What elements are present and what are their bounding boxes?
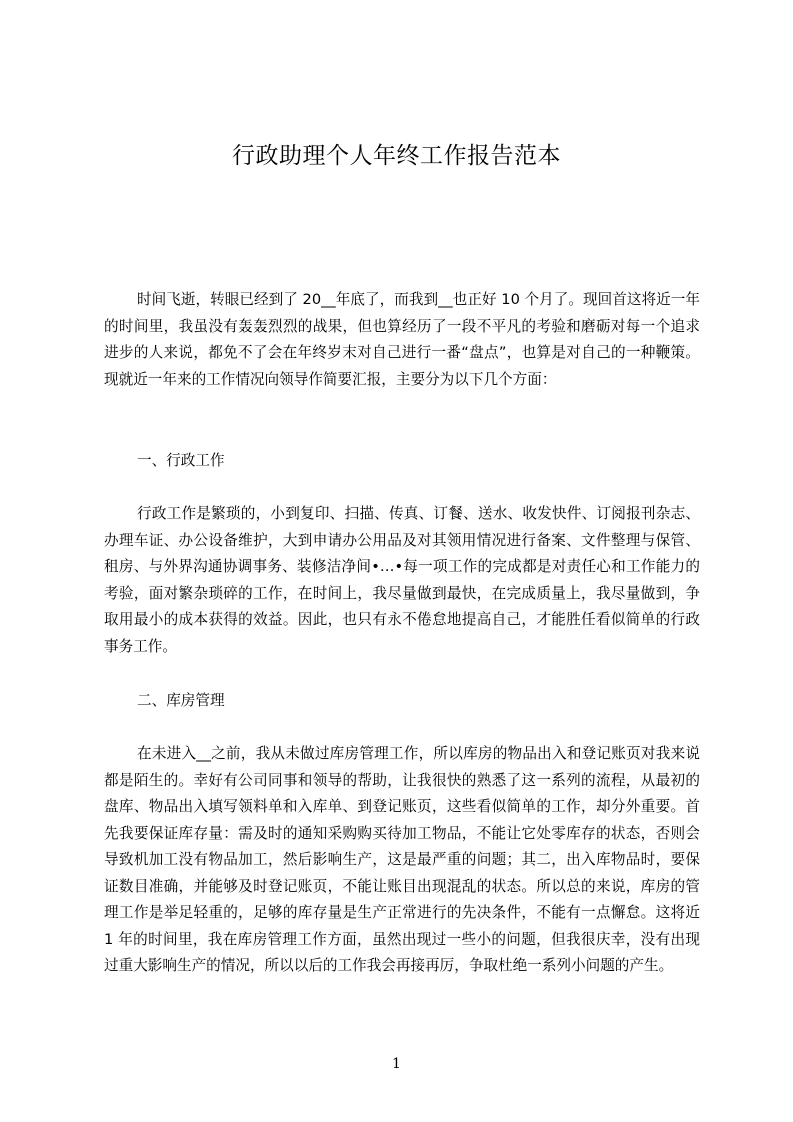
intro-paragraph: 时间飞逝，转眼已经到了 20__年底了，而我到__也正好 10 个月了。现回首这将近一年的时间里，我虽没有轰轰烈烈的战果，但也算经历了一段不平凡的考验和磨砺对每一个追求进步的人来说，都免不了会在年终岁末对自己进行一番“盘点”，也算是对自己的一种鞭策。现就近一年来的工作情况向领导作简要汇报，主要分为以下几个方面：: [104, 291, 700, 388]
page-number: 1: [392, 1056, 401, 1072]
section-body-warehouse: 在未进入__之前，我从未做过库房管理工作，所以库房的物品出入和登记账页对我来说都是陌生的。幸好有公司同事和领导的帮助，让我很快的熟悉了这一系列的流程，从最初的盘库、物品出入填写领料单和入库单、到登记账页，这些看似简单的工作，却分外重要。首先我要保证库存量：需及时的通知采购购买待加工物品，不能让它处零库存的状态，否则会导致机加工没有物品加工，然后影响生产，这是最严重的问题；其二，出入库物品时，要保证数目准确，并能够及时登记账页，不能让账目出现混乱的状态。所以总的来说，库房的管理工作是举足轻重的，足够的库存量是生产正常进行的先决条件，不能有一点懈怠。这将近 1 年的时间里，我在库房管理工作方面，虽然出现过一些小的问题，但我很庆幸，没有出现过重大影响生产的情况，所以以后的工作我会再接再厉，争取杜绝一系列小问题的产生。: [104, 745, 700, 974]
section-body-admin-work: 行政工作是繁琐的，小到复印、扫描、传真、订餐、送水、收发快件、订阅报刊杂志、办理车证、办公设备维护，大到申请办公用品及对其领用情况进行备案、文件整理与保管、租房、与外界沟通协调事务、装修洁净间•…•每一项工作的完成都是对责任心和工作能力的考验，面对繁杂琐碎的工作，在时间上，我尽量做到最快，在完成质量上，我尽量做到，争取用最小的成本获得的效益。因此，也只有永不倦怠地提高自己，才能胜任看似简单的行政事务工作。: [104, 505, 700, 655]
document-title: 行政助理个人年终工作报告范本: [232, 143, 561, 169]
section-heading-admin-work: 一、行政工作: [137, 452, 225, 469]
section-heading-warehouse: 二、库房管理: [137, 692, 225, 709]
